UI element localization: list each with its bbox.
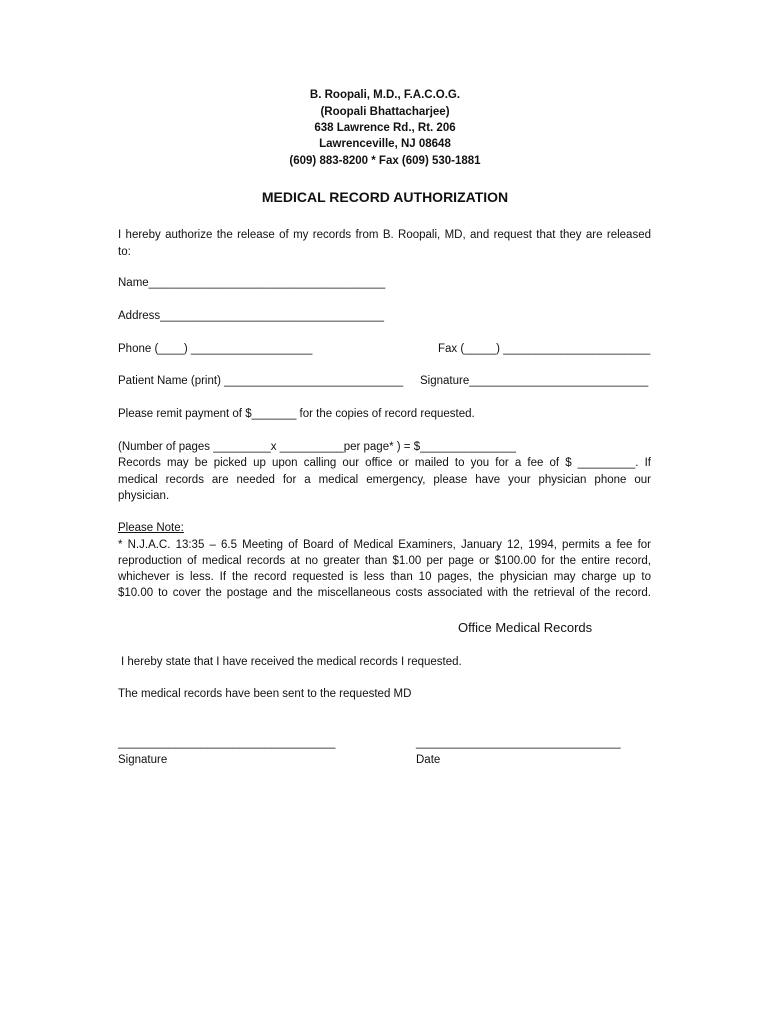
- date-label: Date: [416, 754, 441, 766]
- header-alt-name: (Roopali Bhattacharjee): [320, 106, 450, 118]
- signature-line[interactable]: __________________________________: [118, 737, 336, 749]
- address-field[interactable]: Address___________________________________: [118, 310, 385, 322]
- records-pickup-line-3: physician.: [118, 490, 170, 502]
- pages-calculation-line: (Number of pages _________x __________per page* ) = $_______________: [118, 441, 517, 453]
- note-heading: Please Note:: [118, 522, 184, 534]
- sent-statement: The medical records have been sent to the requested MD: [118, 688, 412, 700]
- records-pickup-line-2: medical records are needed for a medical emergency, please have your physician phone our: [118, 474, 651, 486]
- note-line-3: whichever is less. If the record requested is less than 10 pages, the physician may charge up to: [118, 571, 651, 583]
- intro-line-1: I hereby authorize the release of my records from B. Roopali, MD, and request that they are released: [118, 229, 651, 241]
- note-line-4: $10.00 to cover the postage and the miscellaneous costs associated with the retrieval of the record.: [118, 587, 651, 599]
- note-line-1: * N.J.A.C. 13:35 – 6.5 Meeting of Board of Medical Examiners, January 12, 1994, permits a fee for: [118, 539, 651, 551]
- date-line[interactable]: ________________________________: [416, 737, 621, 749]
- fax-field[interactable]: Fax (_____) _______________________: [438, 343, 651, 355]
- records-pickup-line-1: Records may be picked up upon calling our office or mailed to you for a fee of $ _________. If: [118, 457, 651, 469]
- remit-payment-line: Please remit payment of $_______ for the copies of record requested.: [118, 408, 475, 420]
- name-field[interactable]: Name_____________________________________: [118, 277, 386, 289]
- intro-line-2: to:: [118, 246, 131, 258]
- patient-signature-field[interactable]: Signature____________________________: [420, 375, 649, 387]
- phone-field[interactable]: Phone (____) ___________________: [118, 343, 313, 355]
- received-statement: I hereby state that I have received the medical records I requested.: [121, 656, 462, 668]
- office-records-heading: Office Medical Records: [458, 620, 593, 635]
- patient-name-field[interactable]: Patient Name (print) ____________________________: [118, 375, 404, 387]
- header-doctor-name: B. Roopali, M.D., F.A.C.O.G.: [309, 89, 461, 101]
- header-address: 638 Lawrence Rd., Rt. 206: [314, 122, 456, 134]
- note-line-2: reproduction of medical records at no greater than $1.00 per page or $100.00 for the entire record,: [118, 555, 651, 567]
- header-phone-fax: (609) 883-8200 * Fax (609) 530-1881: [289, 155, 481, 167]
- header-city: Lawrenceville, NJ 08648: [319, 138, 451, 150]
- signature-label: Signature: [118, 754, 168, 766]
- document-title: MEDICAL RECORD AUTHORIZATION: [261, 189, 509, 205]
